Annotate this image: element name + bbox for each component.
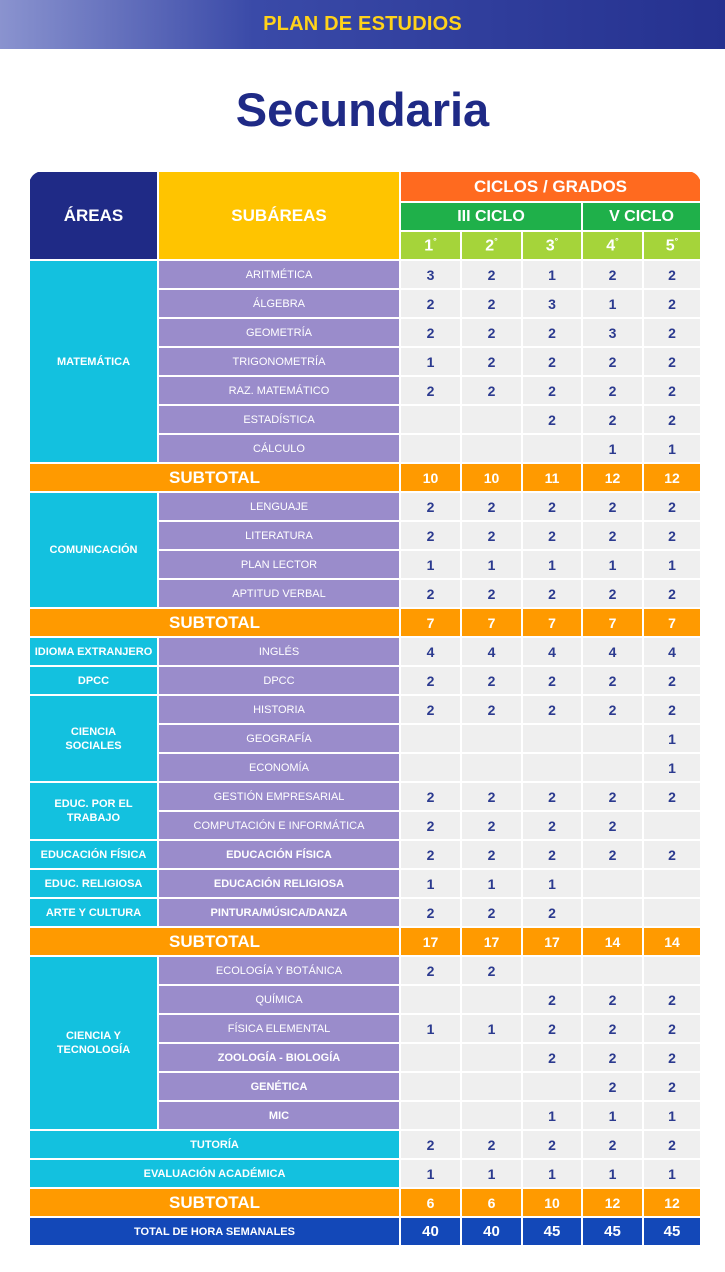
- single-row-label: EVALUACIÓN ACADÉMICA: [29, 1159, 400, 1188]
- value-grade-3: 1: [522, 869, 582, 898]
- value-grade-5: 2: [643, 579, 701, 608]
- subarea-cell: ESTADÍSTICA: [158, 405, 400, 434]
- subtotal-grade-5: 12: [643, 1188, 701, 1217]
- value-grade-5: 2: [643, 318, 701, 347]
- value-grade-1: 2: [400, 521, 461, 550]
- value-grade-5: 1: [643, 753, 701, 782]
- value-grade-4: [582, 869, 643, 898]
- value-grade-4: 1: [582, 434, 643, 463]
- value-grade-2: [461, 1043, 522, 1072]
- total-grade-2: 40: [461, 1217, 522, 1246]
- value-grade-3: 2: [522, 666, 582, 695]
- value-grade-4: 2: [582, 260, 643, 289]
- value-grade-3: [522, 724, 582, 753]
- table-row: [29, 637, 701, 666]
- value-grade-5: 2: [643, 1014, 701, 1043]
- subarea-cell: PINTURA/MÚSICA/DANZA: [158, 898, 400, 927]
- value-grade-3: 4: [522, 637, 582, 666]
- value-grade-4: 2: [582, 579, 643, 608]
- value-grade-2: 4: [461, 637, 522, 666]
- value-grade-3: 2: [522, 840, 582, 869]
- subtotal-label: SUBTOTAL: [29, 927, 400, 956]
- grade-number: 4: [606, 237, 616, 255]
- value-grade-2: 2: [461, 898, 522, 927]
- value-grade-1: [400, 1072, 461, 1101]
- total-row: [29, 1217, 701, 1246]
- table-row: [29, 898, 701, 927]
- single-row-label: TUTORÍA: [29, 1130, 400, 1159]
- subarea-cell: HISTORIA: [158, 695, 400, 724]
- grade-header-2: [461, 231, 522, 260]
- total-label: TOTAL DE HORA SEMANALES: [29, 1217, 400, 1246]
- value-grade-3: 2: [522, 1014, 582, 1043]
- value-grade-4: 2: [582, 492, 643, 521]
- subarea-cell: GENÉTICA: [158, 1072, 400, 1101]
- value-grade-2: 2: [461, 347, 522, 376]
- value-grade-4: 2: [582, 1043, 643, 1072]
- grade-degree: °: [615, 235, 619, 246]
- subarea-cell: TRIGONOMETRÍA: [158, 347, 400, 376]
- value-grade-5: 2: [643, 782, 701, 811]
- value-grade-3: 2: [522, 1130, 582, 1159]
- header-areas: ÁREAS: [29, 171, 158, 260]
- area-cell: IDIOMA EXTRANJERO: [29, 637, 158, 666]
- value-grade-2: 2: [461, 695, 522, 724]
- value-grade-2: 1: [461, 1014, 522, 1043]
- subtotal-grade-4: 7: [582, 608, 643, 637]
- subtotal-grade-2: 17: [461, 927, 522, 956]
- subarea-cell: GEOMETRÍA: [158, 318, 400, 347]
- value-grade-1: 1: [400, 550, 461, 579]
- value-grade-1: [400, 1043, 461, 1072]
- subtotal-grade-4: 12: [582, 463, 643, 492]
- subtotal-grade-1: 6: [400, 1188, 461, 1217]
- value-grade-2: 2: [461, 318, 522, 347]
- header-banner: [0, 0, 725, 49]
- value-grade-4: 1: [582, 1159, 643, 1188]
- value-grade-2: 1: [461, 550, 522, 579]
- value-grade-1: 2: [400, 840, 461, 869]
- value-grade-1: 2: [400, 1130, 461, 1159]
- area-cell: EDUCACIÓN FÍSICA: [29, 840, 158, 869]
- grade-number: 3: [545, 237, 555, 255]
- value-grade-5: [643, 869, 701, 898]
- value-grade-5: 4: [643, 637, 701, 666]
- value-grade-5: 2: [643, 695, 701, 724]
- subarea-cell: LENGUAJE: [158, 492, 400, 521]
- subtotal-grade-2: 6: [461, 1188, 522, 1217]
- value-grade-1: [400, 753, 461, 782]
- subtotal-grade-5: 14: [643, 927, 701, 956]
- subarea-cell: ÁLGEBRA: [158, 289, 400, 318]
- value-grade-4: 2: [582, 1072, 643, 1101]
- header-ciclo-v: V CICLO: [582, 202, 701, 231]
- header-subareas: SUBÁREAS: [158, 171, 400, 260]
- subtotal-label: SUBTOTAL: [29, 463, 400, 492]
- subarea-cell: LITERATURA: [158, 521, 400, 550]
- subarea-cell: DPCC: [158, 666, 400, 695]
- value-grade-5: 2: [643, 405, 701, 434]
- value-grade-4: 2: [582, 695, 643, 724]
- grade-header-4: [582, 231, 643, 260]
- subarea-cell: GESTIÓN EMPRESARIAL: [158, 782, 400, 811]
- value-grade-3: 2: [522, 405, 582, 434]
- value-grade-3: 2: [522, 492, 582, 521]
- value-grade-3: 1: [522, 550, 582, 579]
- value-grade-2: [461, 405, 522, 434]
- grade-number: 5: [665, 237, 675, 255]
- table-row: [29, 492, 701, 521]
- total-grade-4: 45: [582, 1217, 643, 1246]
- subtotal-grade-1: 7: [400, 608, 461, 637]
- value-grade-5: 2: [643, 840, 701, 869]
- value-grade-4: 1: [582, 550, 643, 579]
- value-grade-1: [400, 405, 461, 434]
- value-grade-5: 1: [643, 1159, 701, 1188]
- value-grade-1: 2: [400, 666, 461, 695]
- value-grade-3: [522, 956, 582, 985]
- value-grade-4: 2: [582, 811, 643, 840]
- value-grade-5: 2: [643, 666, 701, 695]
- area-cell: EDUC. RELIGIOSA: [29, 869, 158, 898]
- value-grade-5: 1: [643, 434, 701, 463]
- value-grade-2: 2: [461, 1130, 522, 1159]
- value-grade-2: 2: [461, 811, 522, 840]
- value-grade-3: [522, 1072, 582, 1101]
- value-grade-1: 3: [400, 260, 461, 289]
- subtotal-grade-3: 11: [522, 463, 582, 492]
- grade-degree: °: [433, 235, 437, 246]
- value-grade-2: 2: [461, 666, 522, 695]
- subtotal-grade-1: 10: [400, 463, 461, 492]
- subarea-cell: GEOGRAFÍA: [158, 724, 400, 753]
- value-grade-4: 2: [582, 1130, 643, 1159]
- table-row: [29, 1159, 701, 1188]
- value-grade-4: 2: [582, 840, 643, 869]
- table-row: [29, 840, 701, 869]
- value-grade-4: [582, 753, 643, 782]
- table-row: [29, 695, 701, 724]
- value-grade-1: [400, 724, 461, 753]
- value-grade-1: 2: [400, 289, 461, 318]
- value-grade-5: 2: [643, 347, 701, 376]
- subarea-cell: ECONOMÍA: [158, 753, 400, 782]
- value-grade-2: [461, 434, 522, 463]
- header-ciclos-grados: CICLOS / GRADOS: [400, 171, 701, 202]
- value-grade-2: [461, 1101, 522, 1130]
- value-grade-2: 2: [461, 492, 522, 521]
- value-grade-3: 2: [522, 521, 582, 550]
- subtotal-grade-3: 17: [522, 927, 582, 956]
- value-grade-5: 2: [643, 1043, 701, 1072]
- value-grade-1: 2: [400, 376, 461, 405]
- value-grade-1: 2: [400, 956, 461, 985]
- value-grade-1: 2: [400, 695, 461, 724]
- value-grade-5: 2: [643, 260, 701, 289]
- value-grade-3: [522, 753, 582, 782]
- grade-header-1: [400, 231, 461, 260]
- grade-degree: °: [674, 235, 679, 246]
- subtotal-grade-2: 10: [461, 463, 522, 492]
- subarea-cell: RAZ. MATEMÁTICO: [158, 376, 400, 405]
- value-grade-3: 1: [522, 1101, 582, 1130]
- value-grade-2: 1: [461, 869, 522, 898]
- value-grade-1: 2: [400, 579, 461, 608]
- value-grade-2: 2: [461, 260, 522, 289]
- table-row: [29, 869, 701, 898]
- subtotal-grade-3: 7: [522, 608, 582, 637]
- value-grade-3: [522, 434, 582, 463]
- subtotal-row: [29, 927, 701, 956]
- header-ciclo-iii: III CICLO: [400, 202, 582, 231]
- grade-degree: °: [494, 235, 498, 246]
- subarea-cell: PLAN LECTOR: [158, 550, 400, 579]
- grade-number: 2: [485, 237, 495, 255]
- subtotal-grade-5: 7: [643, 608, 701, 637]
- value-grade-4: 1: [582, 1101, 643, 1130]
- grade-degree: °: [554, 235, 559, 246]
- value-grade-1: [400, 1101, 461, 1130]
- table-row: [29, 1130, 701, 1159]
- page-title: Secundaria: [235, 83, 490, 136]
- area-cell: ARTE Y CULTURA: [29, 898, 158, 927]
- value-grade-3: 2: [522, 347, 582, 376]
- subtotal-row: [29, 1188, 701, 1217]
- value-grade-1: 1: [400, 347, 461, 376]
- subtotal-label: SUBTOTAL: [29, 1188, 400, 1217]
- subtotal-row: [29, 608, 701, 637]
- subarea-cell: COMPUTACIÓN E INFORMÁTICA: [158, 811, 400, 840]
- value-grade-5: 2: [643, 492, 701, 521]
- value-grade-1: 1: [400, 869, 461, 898]
- table-row: [29, 782, 701, 811]
- value-grade-1: [400, 434, 461, 463]
- subarea-cell: QUÍMICA: [158, 985, 400, 1014]
- subtotal-grade-3: 10: [522, 1188, 582, 1217]
- value-grade-4: 2: [582, 1014, 643, 1043]
- subtotal-label: SUBTOTAL: [29, 608, 400, 637]
- value-grade-1: 2: [400, 898, 461, 927]
- value-grade-2: 2: [461, 521, 522, 550]
- table-row: [29, 260, 701, 289]
- value-grade-2: 2: [461, 956, 522, 985]
- area-cell: CIENCIA SOCIALES: [29, 695, 158, 782]
- value-grade-4: 2: [582, 985, 643, 1014]
- value-grade-4: 2: [582, 666, 643, 695]
- value-grade-3: 2: [522, 1043, 582, 1072]
- value-grade-5: 2: [643, 1130, 701, 1159]
- value-grade-4: 3: [582, 318, 643, 347]
- table-row: [29, 666, 701, 695]
- value-grade-2: [461, 1072, 522, 1101]
- area-cell: EDUC. POR EL TRABAJO: [29, 782, 158, 840]
- value-grade-3: 2: [522, 318, 582, 347]
- value-grade-4: [582, 724, 643, 753]
- banner-title: PLAN DE ESTUDIOS: [263, 13, 462, 35]
- value-grade-3: 1: [522, 1159, 582, 1188]
- value-grade-4: 2: [582, 521, 643, 550]
- subarea-cell: EDUCACIÓN FÍSICA: [158, 840, 400, 869]
- subarea-cell: ECOLOGÍA Y BOTÁNICA: [158, 956, 400, 985]
- subarea-cell: INGLÉS: [158, 637, 400, 666]
- value-grade-5: [643, 811, 701, 840]
- value-grade-2: [461, 753, 522, 782]
- value-grade-2: [461, 985, 522, 1014]
- grade-header-3: [522, 231, 582, 260]
- subtotal-row: [29, 463, 701, 492]
- subarea-cell: ARITMÉTICA: [158, 260, 400, 289]
- value-grade-4: [582, 898, 643, 927]
- value-grade-1: 1: [400, 1159, 461, 1188]
- subarea-cell: EDUCACIÓN RELIGIOSA: [158, 869, 400, 898]
- value-grade-4: 4: [582, 637, 643, 666]
- value-grade-4: 2: [582, 405, 643, 434]
- value-grade-2: 2: [461, 289, 522, 318]
- value-grade-1: 2: [400, 811, 461, 840]
- value-grade-3: 2: [522, 782, 582, 811]
- subtotal-grade-4: 14: [582, 927, 643, 956]
- value-grade-5: 2: [643, 1072, 701, 1101]
- grade-header-5: [643, 231, 701, 260]
- value-grade-4: [582, 956, 643, 985]
- table-row: [29, 956, 701, 985]
- value-grade-5: [643, 898, 701, 927]
- subtotal-grade-2: 7: [461, 608, 522, 637]
- grade-number: 1: [424, 237, 434, 255]
- value-grade-3: 3: [522, 289, 582, 318]
- value-grade-5: 2: [643, 985, 701, 1014]
- area-cell: MATEMÁTICA: [29, 260, 158, 463]
- value-grade-5: 1: [643, 1101, 701, 1130]
- value-grade-2: 2: [461, 579, 522, 608]
- value-grade-5: 2: [643, 289, 701, 318]
- value-grade-5: 1: [643, 724, 701, 753]
- value-grade-4: 2: [582, 782, 643, 811]
- value-grade-5: 1: [643, 550, 701, 579]
- value-grade-2: 2: [461, 376, 522, 405]
- value-grade-2: 2: [461, 782, 522, 811]
- value-grade-2: [461, 724, 522, 753]
- subarea-cell: APTITUD VERBAL: [158, 579, 400, 608]
- subarea-cell: FÍSICA ELEMENTAL: [158, 1014, 400, 1043]
- value-grade-3: 2: [522, 898, 582, 927]
- area-cell: COMUNICACIÓN: [29, 492, 158, 608]
- value-grade-1: 2: [400, 782, 461, 811]
- value-grade-1: 4: [400, 637, 461, 666]
- subarea-cell: MIC: [158, 1101, 400, 1130]
- value-grade-3: 2: [522, 579, 582, 608]
- value-grade-4: 2: [582, 347, 643, 376]
- value-grade-3: 2: [522, 811, 582, 840]
- value-grade-2: 1: [461, 1159, 522, 1188]
- value-grade-5: 2: [643, 521, 701, 550]
- total-grade-1: 40: [400, 1217, 461, 1246]
- value-grade-4: 1: [582, 289, 643, 318]
- subarea-cell: ZOOLOGÍA - BIOLOGÍA: [158, 1043, 400, 1072]
- value-grade-3: 2: [522, 985, 582, 1014]
- area-cell: CIENCIA Y TECNOLOGÍA: [29, 956, 158, 1130]
- value-grade-4: 2: [582, 376, 643, 405]
- value-grade-3: 2: [522, 695, 582, 724]
- value-grade-5: 2: [643, 376, 701, 405]
- value-grade-1: [400, 985, 461, 1014]
- study-plan-table: [28, 170, 702, 1247]
- value-grade-2: 2: [461, 840, 522, 869]
- value-grade-3: 2: [522, 376, 582, 405]
- area-cell: DPCC: [29, 666, 158, 695]
- value-grade-1: 1: [400, 1014, 461, 1043]
- subtotal-grade-4: 12: [582, 1188, 643, 1217]
- value-grade-3: 1: [522, 260, 582, 289]
- value-grade-1: 2: [400, 318, 461, 347]
- total-grade-3: 45: [522, 1217, 582, 1246]
- value-grade-1: 2: [400, 492, 461, 521]
- subtotal-grade-5: 12: [643, 463, 701, 492]
- subarea-cell: CÁLCULO: [158, 434, 400, 463]
- value-grade-5: [643, 956, 701, 985]
- total-grade-5: 45: [643, 1217, 701, 1246]
- subtotal-grade-1: 17: [400, 927, 461, 956]
